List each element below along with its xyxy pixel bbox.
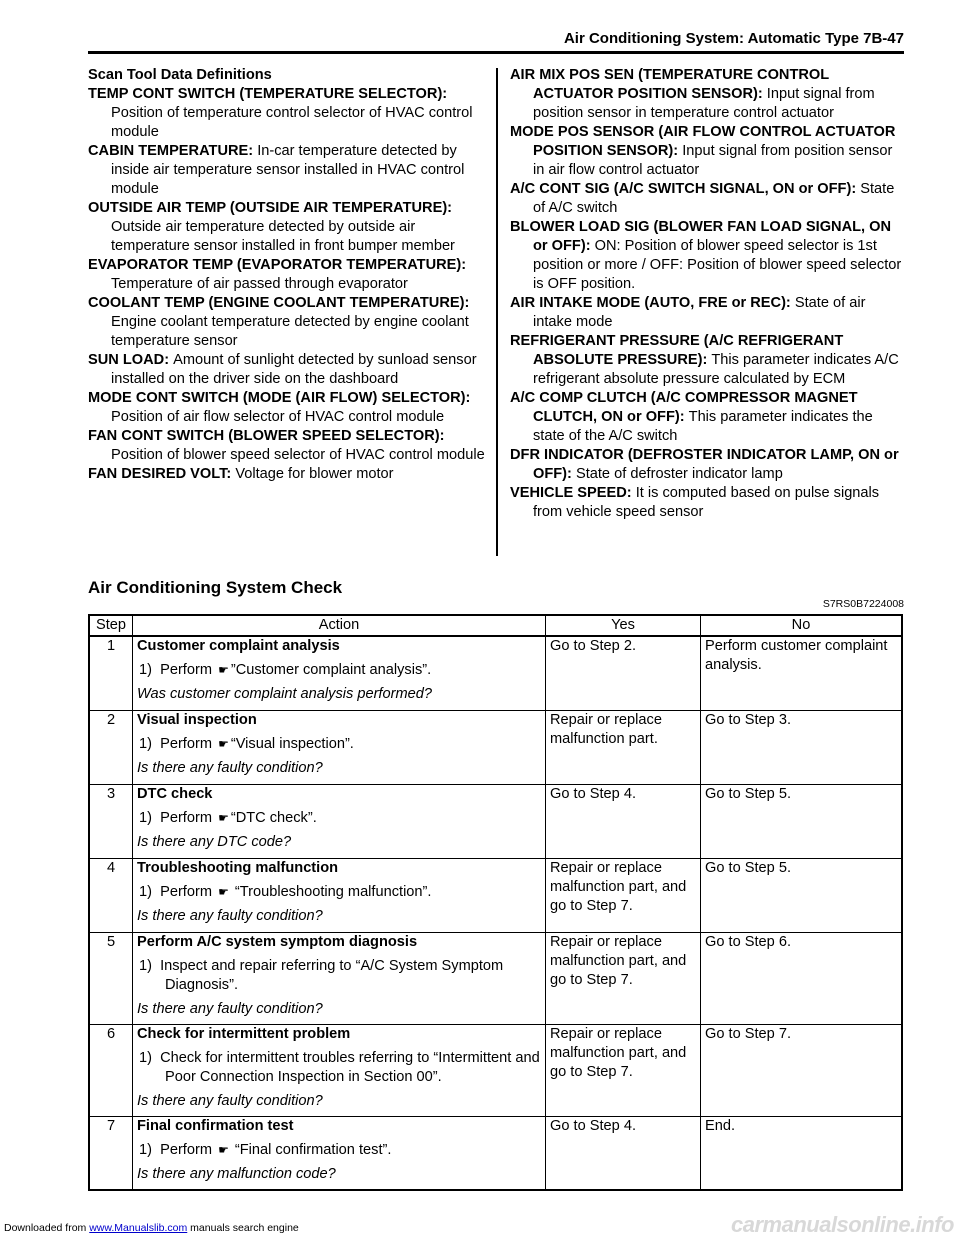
definition-item (88, 85, 486, 142)
action-question: Is there any malfunction code? (137, 1165, 336, 1182)
manualslib-link[interactable]: www.Manualslib.com (89, 1222, 188, 1234)
action-step-number: 1) (139, 883, 152, 900)
step-number: 2 (89, 710, 133, 784)
footer-prefix: Downloaded from (4, 1222, 87, 1234)
action-title: Check for intermittent problem (137, 1025, 351, 1042)
definitions-heading: Scan Tool Data Definitions (88, 67, 272, 83)
action-title: Customer complaint analysis (137, 638, 340, 654)
no-cell: End. (701, 1116, 903, 1190)
definition-item (510, 484, 906, 522)
yes-cell: Go to Step 2. (546, 636, 701, 710)
action-cell (133, 1116, 546, 1190)
no-cell: Go to Step 3. (701, 710, 903, 784)
definition-desc: Position of temperature control selector of HVAC control module (111, 105, 473, 140)
yes-cell: Go to Step 4. (546, 1116, 701, 1190)
action-step (137, 735, 541, 754)
definition-item (88, 465, 486, 484)
step-number: 3 (89, 784, 133, 858)
definition-desc: State of A/C switch (533, 181, 895, 216)
definition-term: MODE CONT SWITCH (MODE (AIR FLOW) SELECTOR): (88, 390, 471, 406)
definitions-left-column (88, 66, 486, 484)
action-step-text: “DTC check”. (230, 809, 317, 826)
definition-item (510, 294, 906, 332)
step-number: 7 (89, 1116, 133, 1190)
definition-desc: Outside air temperature detected by outside air temperature sensor installed in front bumper member (111, 219, 455, 254)
action-step-number: 1) (139, 1049, 152, 1066)
definition-item (510, 332, 906, 389)
definition-desc: This parameter indicates A/C refrigerant absolute pressure calculated by ECM (533, 352, 899, 387)
definition-term: REFRIGERANT PRESSURE (A/C REFRIGERANT ABSOLUTE PRESSURE): (510, 333, 844, 368)
definition-term: DFR INDICATOR (DEFROSTER INDICATOR LAMP, ON or OFF): (510, 447, 899, 482)
action-step (137, 809, 541, 828)
reference-icon: ☛ (218, 663, 229, 677)
no-cell: Go to Step 6. (701, 932, 903, 1024)
definition-desc: Amount of sunlight detected by sunload sensor installed on the driver side on the dashboard (111, 352, 477, 387)
definition-term: TEMP CONT SWITCH (TEMPERATURE SELECTOR): (88, 86, 448, 102)
action-question: Is there any faulty condition? (137, 907, 323, 924)
action-step-verb: Perform (160, 883, 212, 900)
definition-desc: State of defroster indicator lamp (575, 466, 783, 482)
action-step-text: “Visual inspection”. (230, 735, 354, 752)
definition-term: FAN CONT SWITCH (BLOWER SPEED SELECTOR): (88, 428, 445, 444)
footer-download-note (4, 1222, 299, 1234)
definition-desc: Voltage for blower motor (235, 466, 394, 482)
action-question: Is there any faulty condition? (137, 1092, 323, 1109)
no-cell: Go to Step 5. (701, 858, 903, 932)
action-step-number: 1) (139, 957, 152, 974)
check-table (88, 614, 903, 1191)
reference-icon: ☛ (218, 810, 229, 825)
definition-desc: State of air intake mode (533, 295, 866, 330)
action-step-number: 1) (139, 662, 152, 678)
definition-desc: It is computed based on pulse signals from vehicle speed sensor (533, 485, 880, 520)
definition-term: A/C CONT SIG (A/C SWITCH SIGNAL, ON or OFF): (510, 181, 857, 197)
action-step-text: ”Customer complaint analysis”. (230, 662, 432, 678)
header-no: No (701, 615, 903, 636)
step-number: 1 (89, 636, 133, 710)
action-cell (133, 636, 546, 710)
definition-term: VEHICLE SPEED: (510, 485, 632, 501)
action-title: DTC check (137, 785, 213, 802)
step-number: 6 (89, 1024, 133, 1116)
header-action: Action (133, 615, 546, 636)
action-title: Visual inspection (137, 711, 257, 728)
definition-item (88, 389, 486, 427)
action-cell (133, 858, 546, 932)
header-step: Step (89, 615, 133, 636)
definition-desc: In-car temperature detected by inside air temperature sensor installed in HVAC control module (111, 143, 465, 197)
step-number: 5 (89, 932, 133, 1024)
definition-desc: Input signal from position sensor in temperature control actuator (533, 86, 875, 121)
reference-icon: ☛ (218, 884, 229, 899)
definition-desc: Engine coolant temperature detected by engine coolant temperature sensor (111, 314, 469, 349)
action-title: Final confirmation test (137, 1117, 294, 1134)
action-step-verb: Perform (160, 1141, 212, 1158)
definition-term: A/C COMP CLUTCH (A/C COMPRESSOR MAGNET CLUTCH, ON or OFF): (510, 390, 858, 425)
action-cell (133, 710, 546, 784)
footer-suffix: manuals search engine (187, 1222, 299, 1234)
definition-term: BLOWER LOAD SIG (BLOWER FAN LOAD SIGNAL, ON or OFF): (510, 219, 892, 254)
definition-desc: Position of blower speed selector of HVAC control module (111, 447, 485, 463)
yes-cell: Repair or replace malfunction part. (546, 710, 701, 784)
definition-desc: Temperature of air passed through evaporator (111, 276, 408, 292)
action-cell (133, 932, 546, 1024)
table-row (89, 636, 902, 710)
yes-cell: Repair or replace malfunction part, and go to Step 7. (546, 858, 701, 932)
action-step-verb: Perform (160, 809, 212, 826)
action-question: Is there any faulty condition? (137, 1000, 323, 1017)
definition-term: MODE POS SENSOR (AIR FLOW CONTROL ACTUATOR POSITION SENSOR): (510, 124, 896, 159)
definition-term: OUTSIDE AIR TEMP (OUTSIDE AIR TEMPERATURE): (88, 200, 453, 216)
definition-desc: This parameter indicates the state of the A/C switch (533, 409, 873, 444)
action-cell (133, 784, 546, 858)
action-step-text: “Troubleshooting malfunction”. (230, 883, 432, 900)
yes-cell: Repair or replace malfunction part, and go to Step 7. (546, 1024, 701, 1116)
definition-term: SUN LOAD: (88, 352, 170, 368)
action-step (137, 1049, 541, 1087)
action-step-text: Check for intermittent troubles referring to “Intermittent and Poor Connection Inspection in Section 00”. (160, 1049, 540, 1085)
definition-term: COOLANT TEMP (ENGINE COOLANT TEMPERATURE): (88, 295, 470, 311)
yes-cell: Go to Step 4. (546, 784, 701, 858)
definition-item (510, 123, 906, 180)
definition-item (510, 66, 906, 123)
definition-item (88, 142, 486, 199)
reference-icon: ☛ (218, 736, 229, 751)
reference-icon: ☛ (218, 1142, 229, 1157)
table-row (89, 858, 902, 932)
definition-desc: ON: Position of blower speed selector is 1st position or more / OFF: Position of blower speed selector is OFF position. (533, 238, 902, 292)
definition-item (510, 180, 906, 218)
header-yes: Yes (546, 615, 701, 636)
definition-term: FAN DESIRED VOLT: (88, 466, 232, 482)
action-title: Troubleshooting malfunction (137, 859, 339, 876)
definition-desc: Position of air flow selector of HVAC control module (111, 409, 445, 425)
action-question: Is there any DTC code? (137, 833, 292, 850)
action-step (137, 661, 541, 680)
definition-term: CABIN TEMPERATURE: (88, 143, 254, 159)
footer-watermark: carmanualsonline.info (731, 1212, 954, 1237)
action-step-verb: Perform (160, 662, 212, 678)
definition-item (88, 351, 486, 389)
action-title: Perform A/C system symptom diagnosis (137, 933, 418, 950)
table-row (89, 710, 902, 784)
definition-term: AIR MIX POS SEN (TEMPERATURE CONTROL ACTUATOR POSITION SENSOR): (510, 67, 829, 102)
action-step (137, 883, 541, 902)
action-question: Is there any faulty condition? (137, 759, 323, 776)
no-cell: Go to Step 7. (701, 1024, 903, 1116)
definition-item (88, 294, 486, 351)
page-header-title: Air Conditioning System: Automatic Type 7B-47 (563, 30, 904, 47)
definitions-right-column (510, 66, 906, 522)
action-step-verb: Perform (160, 735, 212, 752)
action-question: Was customer complaint analysis performed? (137, 686, 432, 702)
header-rule (88, 51, 904, 54)
table-row (89, 1116, 902, 1190)
no-cell: Perform customer complaint analysis. (701, 636, 903, 710)
column-divider (496, 68, 498, 556)
action-step-number: 1) (139, 809, 152, 826)
table-header-row (89, 615, 902, 636)
action-step (137, 1141, 541, 1160)
action-step-number: 1) (139, 1141, 152, 1158)
definition-term: AIR INTAKE MODE (AUTO, FRE or REC): (510, 295, 791, 311)
section-title: Air Conditioning System Check (88, 578, 343, 597)
table-row (89, 784, 902, 858)
definition-item (510, 389, 906, 446)
action-step-text: “Final confirmation test”. (230, 1141, 392, 1158)
definition-item (88, 256, 486, 294)
yes-cell: Repair or replace malfunction part, and go to Step 7. (546, 932, 701, 1024)
section-code: S7RS0B7224008 (822, 598, 904, 610)
no-cell: Go to Step 5. (701, 784, 903, 858)
definition-item (88, 199, 486, 256)
definition-item (88, 427, 486, 465)
action-step-number: 1) (139, 735, 152, 752)
table-row (89, 932, 902, 1024)
definition-desc: Input signal from position sensor in air flow control actuator (533, 143, 893, 178)
action-cell (133, 1024, 546, 1116)
definition-term: EVAPORATOR TEMP (EVAPORATOR TEMPERATURE): (88, 257, 467, 273)
definition-item (510, 446, 906, 484)
table-row (89, 1024, 902, 1116)
action-step (137, 957, 541, 995)
definition-item (510, 218, 906, 294)
action-step-text: Inspect and repair referring to “A/C System Symptom Diagnosis”. (160, 957, 504, 993)
step-number: 4 (89, 858, 133, 932)
